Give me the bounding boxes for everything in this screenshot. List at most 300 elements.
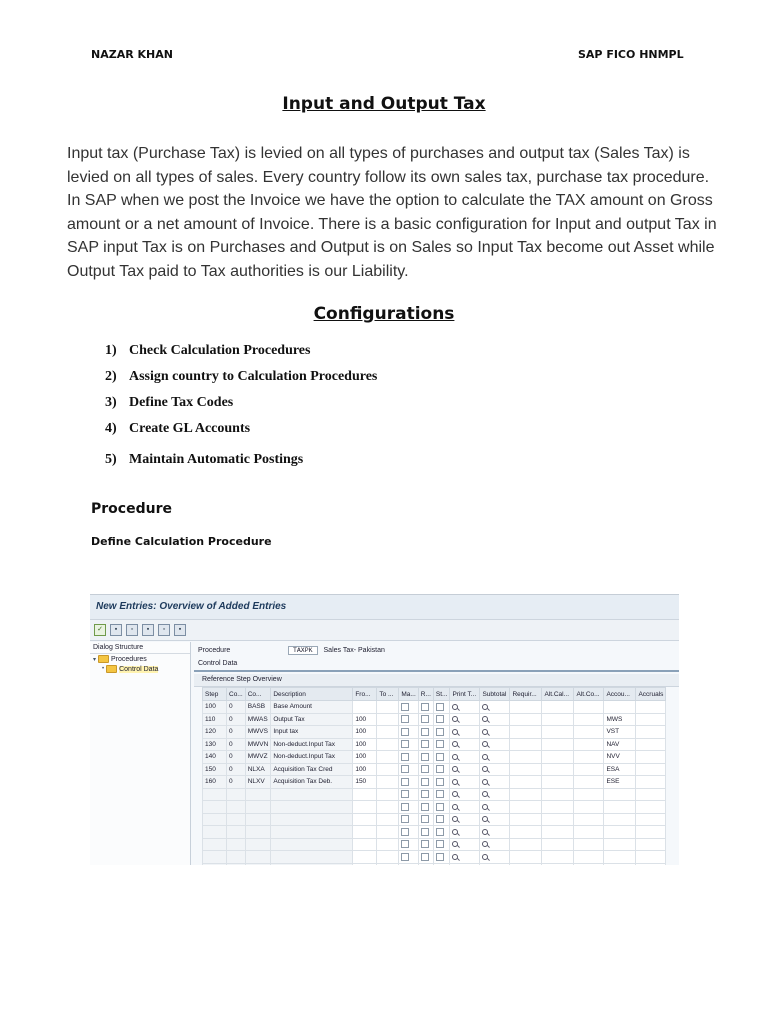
empty-cell[interactable] bbox=[377, 813, 399, 826]
checkbox[interactable] bbox=[421, 728, 429, 736]
table-row[interactable] bbox=[203, 713, 666, 726]
search-icon[interactable] bbox=[452, 829, 458, 835]
description-cell[interactable]: Non-deduct.Input Tax bbox=[271, 738, 353, 751]
value-help-cell[interactable] bbox=[480, 726, 510, 739]
value-help-cell[interactable] bbox=[450, 751, 480, 764]
account-key-cell[interactable]: ESE bbox=[604, 776, 636, 789]
empty-cell[interactable] bbox=[245, 826, 271, 839]
checkbox[interactable] bbox=[401, 778, 409, 786]
accruals-cell[interactable] bbox=[636, 713, 666, 726]
description-cell[interactable]: Output Tax bbox=[271, 713, 353, 726]
value-help-cell[interactable] bbox=[450, 726, 480, 739]
checkbox[interactable] bbox=[421, 815, 429, 823]
value-help-cell[interactable] bbox=[450, 763, 480, 776]
empty-cell[interactable] bbox=[636, 838, 666, 851]
checkbox[interactable] bbox=[421, 778, 429, 786]
empty-cell[interactable] bbox=[203, 863, 227, 865]
search-icon[interactable] bbox=[482, 741, 488, 747]
account-key-cell[interactable]: ESA bbox=[604, 763, 636, 776]
checkbox-cell[interactable] bbox=[418, 813, 433, 826]
value-help-cell[interactable] bbox=[450, 701, 480, 714]
empty-cell[interactable] bbox=[574, 813, 604, 826]
search-icon[interactable] bbox=[482, 754, 488, 760]
checkbox[interactable] bbox=[401, 828, 409, 836]
alt-base-cell[interactable] bbox=[574, 713, 604, 726]
checkbox[interactable] bbox=[421, 828, 429, 836]
accruals-cell[interactable] bbox=[636, 763, 666, 776]
empty-cell[interactable] bbox=[353, 863, 377, 865]
empty-cell[interactable] bbox=[353, 813, 377, 826]
counter-cell[interactable]: 0 bbox=[227, 701, 246, 714]
checkbox[interactable] bbox=[436, 828, 444, 836]
empty-cell[interactable] bbox=[574, 838, 604, 851]
counter-cell[interactable]: 0 bbox=[227, 776, 246, 789]
empty-cell[interactable] bbox=[636, 863, 666, 865]
empty-cell[interactable] bbox=[636, 788, 666, 801]
value-help-cell[interactable] bbox=[480, 838, 510, 851]
empty-cell[interactable] bbox=[271, 838, 353, 851]
empty-cell[interactable] bbox=[245, 788, 271, 801]
condition-type-cell[interactable]: MWVS bbox=[245, 726, 271, 739]
to-cell[interactable] bbox=[377, 713, 399, 726]
checkbox-cell[interactable] bbox=[418, 863, 433, 865]
empty-cell[interactable] bbox=[510, 838, 542, 851]
checkbox-cell[interactable] bbox=[418, 751, 433, 764]
checkbox-cell[interactable] bbox=[433, 751, 450, 764]
condition-type-cell[interactable]: MWVN bbox=[245, 738, 271, 751]
value-help-cell[interactable] bbox=[450, 838, 480, 851]
from-cell[interactable]: 100 bbox=[353, 738, 377, 751]
empty-cell[interactable] bbox=[227, 838, 246, 851]
empty-cell[interactable] bbox=[271, 851, 353, 864]
checkbox-cell[interactable] bbox=[418, 701, 433, 714]
description-cell[interactable]: Non-deduct.Input Tax bbox=[271, 751, 353, 764]
empty-cell[interactable] bbox=[227, 851, 246, 864]
empty-cell[interactable] bbox=[510, 813, 542, 826]
search-icon[interactable] bbox=[482, 779, 488, 785]
value-help-cell[interactable] bbox=[480, 751, 510, 764]
checkbox-cell[interactable] bbox=[418, 826, 433, 839]
checkbox[interactable] bbox=[401, 703, 409, 711]
value-help-cell[interactable] bbox=[450, 826, 480, 839]
accruals-cell[interactable] bbox=[636, 701, 666, 714]
empty-cell[interactable] bbox=[542, 788, 574, 801]
search-icon[interactable] bbox=[452, 779, 458, 785]
checkbox[interactable] bbox=[421, 740, 429, 748]
to-cell[interactable] bbox=[377, 701, 399, 714]
empty-cell[interactable] bbox=[353, 838, 377, 851]
search-icon[interactable] bbox=[482, 816, 488, 822]
from-cell[interactable]: 100 bbox=[353, 751, 377, 764]
value-help-cell[interactable] bbox=[480, 763, 510, 776]
empty-cell[interactable] bbox=[542, 851, 574, 864]
checkbox[interactable] bbox=[436, 728, 444, 736]
empty-cell[interactable] bbox=[542, 863, 574, 865]
checkbox-cell[interactable] bbox=[418, 776, 433, 789]
step-cell[interactable]: 130 bbox=[203, 738, 227, 751]
account-key-cell[interactable] bbox=[604, 701, 636, 714]
empty-cell[interactable] bbox=[203, 838, 227, 851]
column-header[interactable]: Co... bbox=[245, 688, 271, 701]
checkbox[interactable] bbox=[436, 765, 444, 773]
checkbox[interactable] bbox=[421, 853, 429, 861]
table-row[interactable] bbox=[203, 813, 666, 826]
from-cell[interactable]: 100 bbox=[353, 726, 377, 739]
checkbox[interactable] bbox=[401, 815, 409, 823]
table-row[interactable] bbox=[203, 788, 666, 801]
search-icon[interactable] bbox=[482, 854, 488, 860]
alt-calc-cell[interactable] bbox=[542, 726, 574, 739]
empty-cell[interactable] bbox=[271, 788, 353, 801]
empty-cell[interactable] bbox=[203, 813, 227, 826]
empty-cell[interactable] bbox=[542, 801, 574, 814]
alt-calc-cell[interactable] bbox=[542, 751, 574, 764]
chevron-down-icon[interactable]: ▾ bbox=[93, 656, 97, 663]
checkbox-cell[interactable] bbox=[399, 701, 418, 714]
value-help-cell[interactable] bbox=[450, 713, 480, 726]
select-all-icon[interactable]: ▫ bbox=[158, 624, 170, 636]
empty-cell[interactable] bbox=[353, 826, 377, 839]
checkbox-cell[interactable] bbox=[433, 701, 450, 714]
checkbox-cell[interactable] bbox=[433, 851, 450, 864]
checkbox-cell[interactable] bbox=[433, 726, 450, 739]
checkbox-cell[interactable] bbox=[399, 738, 418, 751]
counter-cell[interactable]: 0 bbox=[227, 726, 246, 739]
empty-cell[interactable] bbox=[203, 851, 227, 864]
account-key-cell[interactable]: MWS bbox=[604, 713, 636, 726]
account-key-cell[interactable]: VST bbox=[604, 726, 636, 739]
empty-cell[interactable] bbox=[203, 826, 227, 839]
empty-cell[interactable] bbox=[604, 788, 636, 801]
table-row[interactable] bbox=[203, 851, 666, 864]
checkbox[interactable] bbox=[421, 790, 429, 798]
search-icon[interactable] bbox=[452, 816, 458, 822]
checkbox-cell[interactable] bbox=[433, 838, 450, 851]
alt-base-cell[interactable] bbox=[574, 701, 604, 714]
empty-cell[interactable] bbox=[377, 788, 399, 801]
counter-cell[interactable]: 0 bbox=[227, 751, 246, 764]
checkbox-cell[interactable] bbox=[418, 738, 433, 751]
value-help-cell[interactable] bbox=[450, 851, 480, 864]
column-header[interactable]: Description bbox=[271, 688, 353, 701]
table-row[interactable] bbox=[203, 826, 666, 839]
value-help-cell[interactable] bbox=[480, 863, 510, 865]
checkbox[interactable] bbox=[401, 840, 409, 848]
alt-calc-cell[interactable] bbox=[542, 738, 574, 751]
to-cell[interactable] bbox=[377, 726, 399, 739]
search-icon[interactable] bbox=[452, 729, 458, 735]
empty-cell[interactable] bbox=[636, 801, 666, 814]
checkbox-cell[interactable] bbox=[399, 813, 418, 826]
checkbox[interactable] bbox=[401, 853, 409, 861]
empty-cell[interactable] bbox=[377, 863, 399, 865]
checkbox[interactable] bbox=[401, 728, 409, 736]
checkbox-cell[interactable] bbox=[418, 788, 433, 801]
table-row[interactable] bbox=[203, 751, 666, 764]
accruals-cell[interactable] bbox=[636, 738, 666, 751]
empty-cell[interactable] bbox=[203, 788, 227, 801]
description-cell[interactable]: Base Amount bbox=[271, 701, 353, 714]
checkbox[interactable] bbox=[401, 790, 409, 798]
checkbox[interactable] bbox=[421, 753, 429, 761]
checkbox[interactable] bbox=[436, 815, 444, 823]
checkbox-cell[interactable] bbox=[418, 838, 433, 851]
checkbox-cell[interactable] bbox=[433, 713, 450, 726]
alt-calc-cell[interactable] bbox=[542, 701, 574, 714]
counter-cell[interactable]: 0 bbox=[227, 738, 246, 751]
checkbox-cell[interactable] bbox=[399, 863, 418, 865]
accruals-cell[interactable] bbox=[636, 726, 666, 739]
requirement-cell[interactable] bbox=[510, 738, 542, 751]
step-cell[interactable]: 140 bbox=[203, 751, 227, 764]
alt-base-cell[interactable] bbox=[574, 726, 604, 739]
checkbox-cell[interactable] bbox=[418, 726, 433, 739]
empty-cell[interactable] bbox=[245, 801, 271, 814]
table-row[interactable] bbox=[203, 838, 666, 851]
step-cell[interactable]: 150 bbox=[203, 763, 227, 776]
search-icon[interactable] bbox=[482, 829, 488, 835]
requirement-cell[interactable] bbox=[510, 751, 542, 764]
to-cell[interactable] bbox=[377, 738, 399, 751]
search-icon[interactable] bbox=[482, 716, 488, 722]
empty-cell[interactable] bbox=[574, 851, 604, 864]
value-help-cell[interactable] bbox=[480, 851, 510, 864]
value-help-cell[interactable] bbox=[480, 826, 510, 839]
empty-cell[interactable] bbox=[542, 813, 574, 826]
checkbox-cell[interactable] bbox=[399, 751, 418, 764]
empty-cell[interactable] bbox=[604, 813, 636, 826]
alt-base-cell[interactable] bbox=[574, 738, 604, 751]
search-icon[interactable] bbox=[482, 704, 488, 710]
value-help-cell[interactable] bbox=[450, 776, 480, 789]
empty-cell[interactable] bbox=[510, 851, 542, 864]
column-header[interactable]: Print T... bbox=[450, 688, 480, 701]
empty-cell[interactable] bbox=[636, 826, 666, 839]
description-cell[interactable]: Input tax bbox=[271, 726, 353, 739]
column-header[interactable]: To ... bbox=[377, 688, 399, 701]
to-cell[interactable] bbox=[377, 763, 399, 776]
condition-type-cell[interactable]: MWAS bbox=[245, 713, 271, 726]
empty-cell[interactable] bbox=[203, 801, 227, 814]
checkbox-cell[interactable] bbox=[433, 738, 450, 751]
search-icon[interactable] bbox=[482, 729, 488, 735]
copy-icon[interactable]: ▫ bbox=[126, 624, 138, 636]
checkbox-cell[interactable] bbox=[418, 763, 433, 776]
requirement-cell[interactable] bbox=[510, 763, 542, 776]
value-help-cell[interactable] bbox=[450, 801, 480, 814]
check-icon[interactable]: ✓ bbox=[94, 624, 106, 636]
counter-cell[interactable]: 0 bbox=[227, 763, 246, 776]
table-row[interactable] bbox=[203, 763, 666, 776]
to-cell[interactable] bbox=[377, 751, 399, 764]
checkbox[interactable] bbox=[436, 740, 444, 748]
checkbox[interactable] bbox=[421, 703, 429, 711]
checkbox[interactable] bbox=[401, 753, 409, 761]
value-help-cell[interactable] bbox=[480, 713, 510, 726]
empty-cell[interactable] bbox=[245, 813, 271, 826]
search-icon[interactable] bbox=[452, 854, 458, 860]
checkbox[interactable] bbox=[401, 715, 409, 723]
requirement-cell[interactable] bbox=[510, 776, 542, 789]
empty-cell[interactable] bbox=[377, 838, 399, 851]
accruals-cell[interactable] bbox=[636, 776, 666, 789]
checkbox[interactable] bbox=[436, 803, 444, 811]
step-cell[interactable]: 110 bbox=[203, 713, 227, 726]
to-cell[interactable] bbox=[377, 776, 399, 789]
value-help-cell[interactable] bbox=[480, 788, 510, 801]
value-help-cell[interactable] bbox=[480, 776, 510, 789]
from-cell[interactable] bbox=[353, 701, 377, 714]
empty-cell[interactable] bbox=[227, 826, 246, 839]
column-header[interactable]: St... bbox=[433, 688, 450, 701]
checkbox-cell[interactable] bbox=[399, 838, 418, 851]
value-help-cell[interactable] bbox=[480, 801, 510, 814]
column-header[interactable]: Accruals bbox=[636, 688, 666, 701]
column-header[interactable]: Fro... bbox=[353, 688, 377, 701]
empty-cell[interactable] bbox=[227, 813, 246, 826]
alt-calc-cell[interactable] bbox=[542, 763, 574, 776]
from-cell[interactable]: 100 bbox=[353, 713, 377, 726]
empty-cell[interactable] bbox=[574, 788, 604, 801]
search-icon[interactable] bbox=[452, 741, 458, 747]
empty-cell[interactable] bbox=[604, 801, 636, 814]
empty-cell[interactable] bbox=[574, 826, 604, 839]
table-row[interactable] bbox=[203, 776, 666, 789]
empty-cell[interactable] bbox=[636, 813, 666, 826]
description-cell[interactable]: Acquisition Tax Cred bbox=[271, 763, 353, 776]
search-icon[interactable] bbox=[482, 804, 488, 810]
checkbox[interactable] bbox=[401, 765, 409, 773]
checkbox-cell[interactable] bbox=[399, 713, 418, 726]
alt-base-cell[interactable] bbox=[574, 763, 604, 776]
search-icon[interactable] bbox=[452, 754, 458, 760]
table-row[interactable] bbox=[203, 801, 666, 814]
checkbox-cell[interactable] bbox=[399, 776, 418, 789]
from-cell[interactable]: 100 bbox=[353, 763, 377, 776]
table-row[interactable] bbox=[203, 863, 666, 865]
alt-base-cell[interactable] bbox=[574, 751, 604, 764]
checkbox-cell[interactable] bbox=[433, 813, 450, 826]
requirement-cell[interactable] bbox=[510, 726, 542, 739]
checkbox-cell[interactable] bbox=[418, 713, 433, 726]
value-help-cell[interactable] bbox=[480, 701, 510, 714]
checkbox[interactable] bbox=[401, 803, 409, 811]
delete-icon[interactable]: ▪ bbox=[142, 624, 154, 636]
procedure-code-field[interactable]: TAXPK bbox=[288, 646, 318, 655]
value-help-cell[interactable] bbox=[480, 738, 510, 751]
value-help-cell[interactable] bbox=[480, 813, 510, 826]
checkbox-cell[interactable] bbox=[418, 851, 433, 864]
checkbox[interactable] bbox=[436, 778, 444, 786]
value-help-cell[interactable] bbox=[450, 788, 480, 801]
checkbox[interactable] bbox=[421, 765, 429, 773]
search-icon[interactable] bbox=[452, 766, 458, 772]
checkbox[interactable] bbox=[436, 840, 444, 848]
column-header[interactable]: Alt.Cal... bbox=[542, 688, 574, 701]
requirement-cell[interactable] bbox=[510, 701, 542, 714]
empty-cell[interactable] bbox=[245, 851, 271, 864]
empty-cell[interactable] bbox=[353, 788, 377, 801]
step-cell[interactable]: 160 bbox=[203, 776, 227, 789]
empty-cell[interactable] bbox=[245, 838, 271, 851]
condition-type-cell[interactable]: MWVZ bbox=[245, 751, 271, 764]
condition-type-cell[interactable]: NLXA bbox=[245, 763, 271, 776]
checkbox-cell[interactable] bbox=[433, 801, 450, 814]
checkbox[interactable] bbox=[401, 740, 409, 748]
condition-type-cell[interactable]: BASB bbox=[245, 701, 271, 714]
empty-cell[interactable] bbox=[227, 863, 246, 865]
search-icon[interactable] bbox=[452, 791, 458, 797]
checkbox-cell[interactable] bbox=[399, 801, 418, 814]
column-header[interactable]: Accou... bbox=[604, 688, 636, 701]
column-header[interactable]: Ma... bbox=[399, 688, 418, 701]
checkbox-cell[interactable] bbox=[433, 863, 450, 865]
checkbox[interactable] bbox=[436, 853, 444, 861]
column-header[interactable]: Co... bbox=[227, 688, 246, 701]
empty-cell[interactable] bbox=[271, 863, 353, 865]
empty-cell[interactable] bbox=[574, 801, 604, 814]
empty-cell[interactable] bbox=[377, 851, 399, 864]
save-icon[interactable]: ▪ bbox=[110, 624, 122, 636]
checkbox[interactable] bbox=[421, 803, 429, 811]
checkbox[interactable] bbox=[436, 753, 444, 761]
condition-type-cell[interactable]: NLXV bbox=[245, 776, 271, 789]
empty-cell[interactable] bbox=[604, 851, 636, 864]
column-header[interactable]: Subtotal bbox=[480, 688, 510, 701]
control-data-tab[interactable]: Control Data bbox=[194, 658, 679, 672]
empty-cell[interactable] bbox=[510, 801, 542, 814]
checkbox[interactable] bbox=[436, 703, 444, 711]
checkbox-cell[interactable] bbox=[418, 801, 433, 814]
empty-cell[interactable] bbox=[542, 838, 574, 851]
empty-cell[interactable] bbox=[377, 826, 399, 839]
alt-base-cell[interactable] bbox=[574, 776, 604, 789]
empty-cell[interactable] bbox=[353, 851, 377, 864]
empty-cell[interactable] bbox=[604, 838, 636, 851]
step-cell[interactable]: 100 bbox=[203, 701, 227, 714]
table-row[interactable] bbox=[203, 701, 666, 714]
description-cell[interactable]: Acquisition Tax Deb. bbox=[271, 776, 353, 789]
empty-cell[interactable] bbox=[271, 826, 353, 839]
empty-cell[interactable] bbox=[542, 826, 574, 839]
checkbox[interactable] bbox=[436, 715, 444, 723]
search-icon[interactable] bbox=[452, 804, 458, 810]
checkbox-cell[interactable] bbox=[399, 851, 418, 864]
empty-cell[interactable] bbox=[353, 801, 377, 814]
alt-calc-cell[interactable] bbox=[542, 713, 574, 726]
empty-cell[interactable] bbox=[271, 813, 353, 826]
column-header[interactable]: Alt.Co... bbox=[574, 688, 604, 701]
checkbox-cell[interactable] bbox=[399, 788, 418, 801]
requirement-cell[interactable] bbox=[510, 713, 542, 726]
checkbox-cell[interactable] bbox=[399, 826, 418, 839]
empty-cell[interactable] bbox=[227, 801, 246, 814]
checkbox-cell[interactable] bbox=[433, 763, 450, 776]
search-icon[interactable] bbox=[452, 704, 458, 710]
alt-calc-cell[interactable] bbox=[542, 776, 574, 789]
empty-cell[interactable] bbox=[510, 863, 542, 865]
empty-cell[interactable] bbox=[574, 863, 604, 865]
value-help-cell[interactable] bbox=[450, 863, 480, 865]
empty-cell[interactable] bbox=[510, 788, 542, 801]
checkbox[interactable] bbox=[421, 840, 429, 848]
search-icon[interactable] bbox=[452, 841, 458, 847]
checkbox-cell[interactable] bbox=[433, 826, 450, 839]
search-icon[interactable] bbox=[452, 716, 458, 722]
from-cell[interactable]: 150 bbox=[353, 776, 377, 789]
checkbox-cell[interactable] bbox=[433, 776, 450, 789]
table-row[interactable] bbox=[203, 726, 666, 739]
